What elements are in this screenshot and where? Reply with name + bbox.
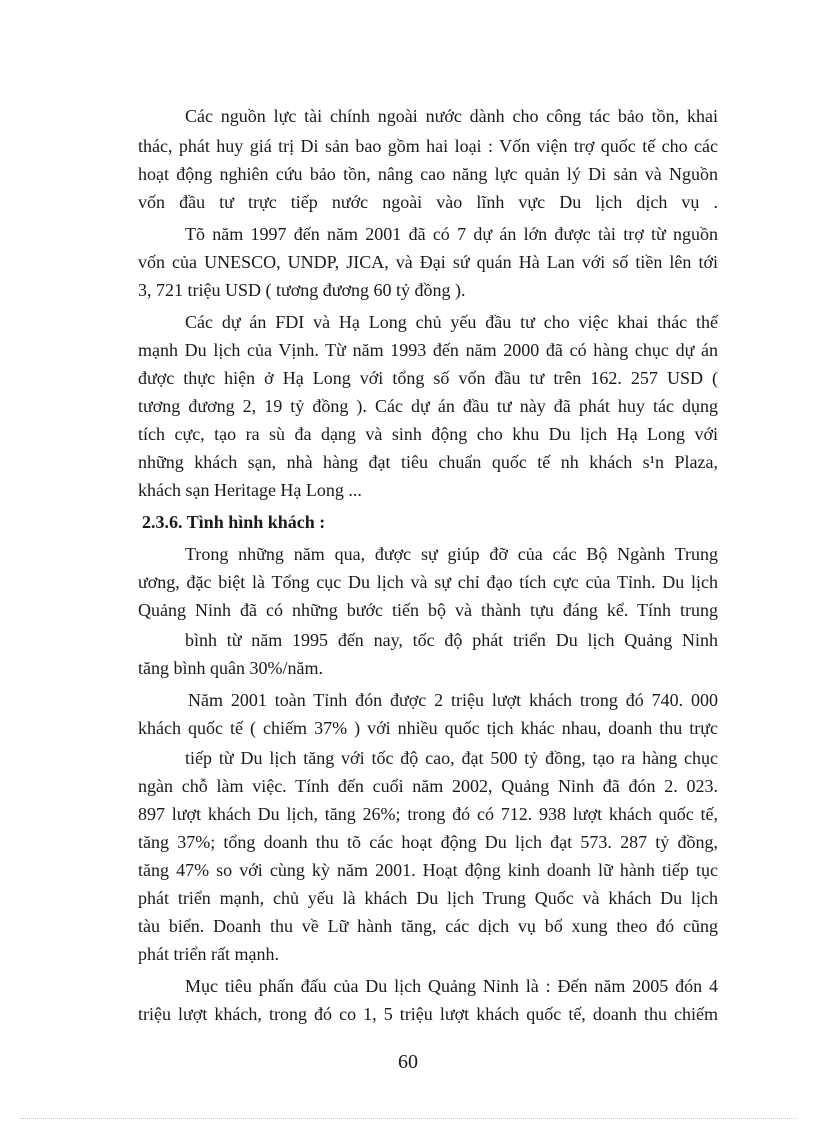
paragraph-line: Trong những năm qua, được sự giúp đỡ của các Bộ Ngành Trung <box>185 544 718 564</box>
paragraph-line: Năm 2001 toàn Tỉnh đón được 2 triệu lượt khách trong đó 740. 000 <box>188 690 718 710</box>
section-heading: 2.3.6. Tình hình khách : <box>142 512 326 532</box>
page-number: 60 <box>398 1051 418 1073</box>
paragraph-line: những khách sạn, nhà hàng đạt tiêu chuẩn quốc tế nh khách s¹n Plaza, <box>138 452 718 472</box>
paragraph-line: tích cực, tạo ra sù đa dạng và sinh động cho khu Du lịch Hạ Long với <box>138 424 718 444</box>
paragraph-line: phát triển mạnh, chủ yếu là khách Du lịch Trung Quốc và khách Du lịch <box>138 888 718 908</box>
paragraph-line: tăng 47% so với cùng kỳ năm 2001. Hoạt động kinh doanh lữ hành tiếp tục <box>138 860 718 880</box>
paragraph-line: hoạt động nghiên cứu bảo tồn, nâng cao năng lực quản lý Di sản và Nguồn <box>138 164 718 184</box>
paragraph-line: khách sạn Heritage Hạ Long ... <box>138 480 362 500</box>
paragraph-line: tiếp từ Du lịch tăng với tốc độ cao, đạt 500 tỷ đồng, tạo ra hàng chục <box>185 748 718 768</box>
paragraph-line: mạnh Du lịch của Vịnh. Từ năm 1993 đến năm 2000 đã có hàng chục dự án <box>138 340 718 360</box>
paragraph-line: 3, 721 triệu USD ( tương đương 60 tỷ đồng ). <box>138 280 466 300</box>
paragraph-line: thác, phát huy giá trị Di sản bao gồm hai loại : Vốn viện trợ quốc tế cho các <box>138 136 718 156</box>
paragraph-line: vốn đầu tư trực tiếp nước ngoài vào lĩnh vực Du lịch dịch vụ . <box>138 192 718 212</box>
paragraph-line: được thực hiện ở Hạ Long với tổng số vốn đầu tư trên 162. 257 USD ( <box>138 368 718 388</box>
paragraph-line: Các nguồn lực tài chính ngoài nước dành cho công tác bảo tồn, khai <box>185 106 718 126</box>
paragraph-line: tương đương 2, 19 tỷ đồng ). Các dự án đầu tư này đã phát huy tác dụng <box>138 396 718 416</box>
paragraph-line: khách quốc tế ( chiếm 37% ) với nhiều quốc tịch khác nhau, doanh thu trực <box>138 718 718 738</box>
paragraph-line: tàu biển. Doanh thu về Lữ hành tăng, các dịch vụ bổ xung theo đó cũng <box>138 916 718 936</box>
paragraph-line: Quảng Ninh đã có những bước tiến bộ và thành tựu đáng kể. Tính trung <box>138 600 718 620</box>
paragraph-line: bình từ năm 1995 đến nay, tốc độ phát triển Du lịch Quảng Ninh <box>185 630 718 650</box>
paragraph-line: vốn của UNESCO, UNDP, JICA, và Đại sứ quán Hà Lan với số tiền lên tới <box>138 252 718 272</box>
paragraph-line: 897 lượt khách Du lịch, tăng 26%; trong đó có 712. 938 lượt khách quốc tế, <box>138 804 718 824</box>
paragraph-line: Tõ năm 1997 đến năm 2001 đã có 7 dự án lớn được tài trợ từ nguồn <box>185 224 718 244</box>
paragraph-line: phát triển rất mạnh. <box>138 944 279 964</box>
paragraph-line: tăng 37%; tổng doanh thu tõ các hoạt động Du lịch đạt 573. 287 tỷ đồng, <box>138 832 718 852</box>
paragraph-line: Mục tiêu phấn đấu của Du lịch Quảng Ninh là : Đến năm 2005 đón 4 <box>185 976 718 996</box>
paragraph-line: tăng bình quân 30%/năm. <box>138 658 323 678</box>
paragraph-line: ương, đặc biệt là Tổng cục Du lịch và sự chỉ đạo tích cực của Tỉnh. Du lịch <box>138 572 718 592</box>
paragraph-line: triệu lượt khách, trong đó co 1, 5 triệu lượt khách quốc tế, doanh thu chiếm <box>138 1004 718 1024</box>
page-bottom-rule <box>20 1118 796 1119</box>
paragraph-line: ngàn chỗ làm việc. Tính đến cuối năm 2002, Quảng Ninh đã đón 2. 023. <box>138 776 718 796</box>
paragraph-line: Các dự án FDI và Hạ Long chủ yếu đầu tư cho việc khai thác thế <box>185 312 718 332</box>
